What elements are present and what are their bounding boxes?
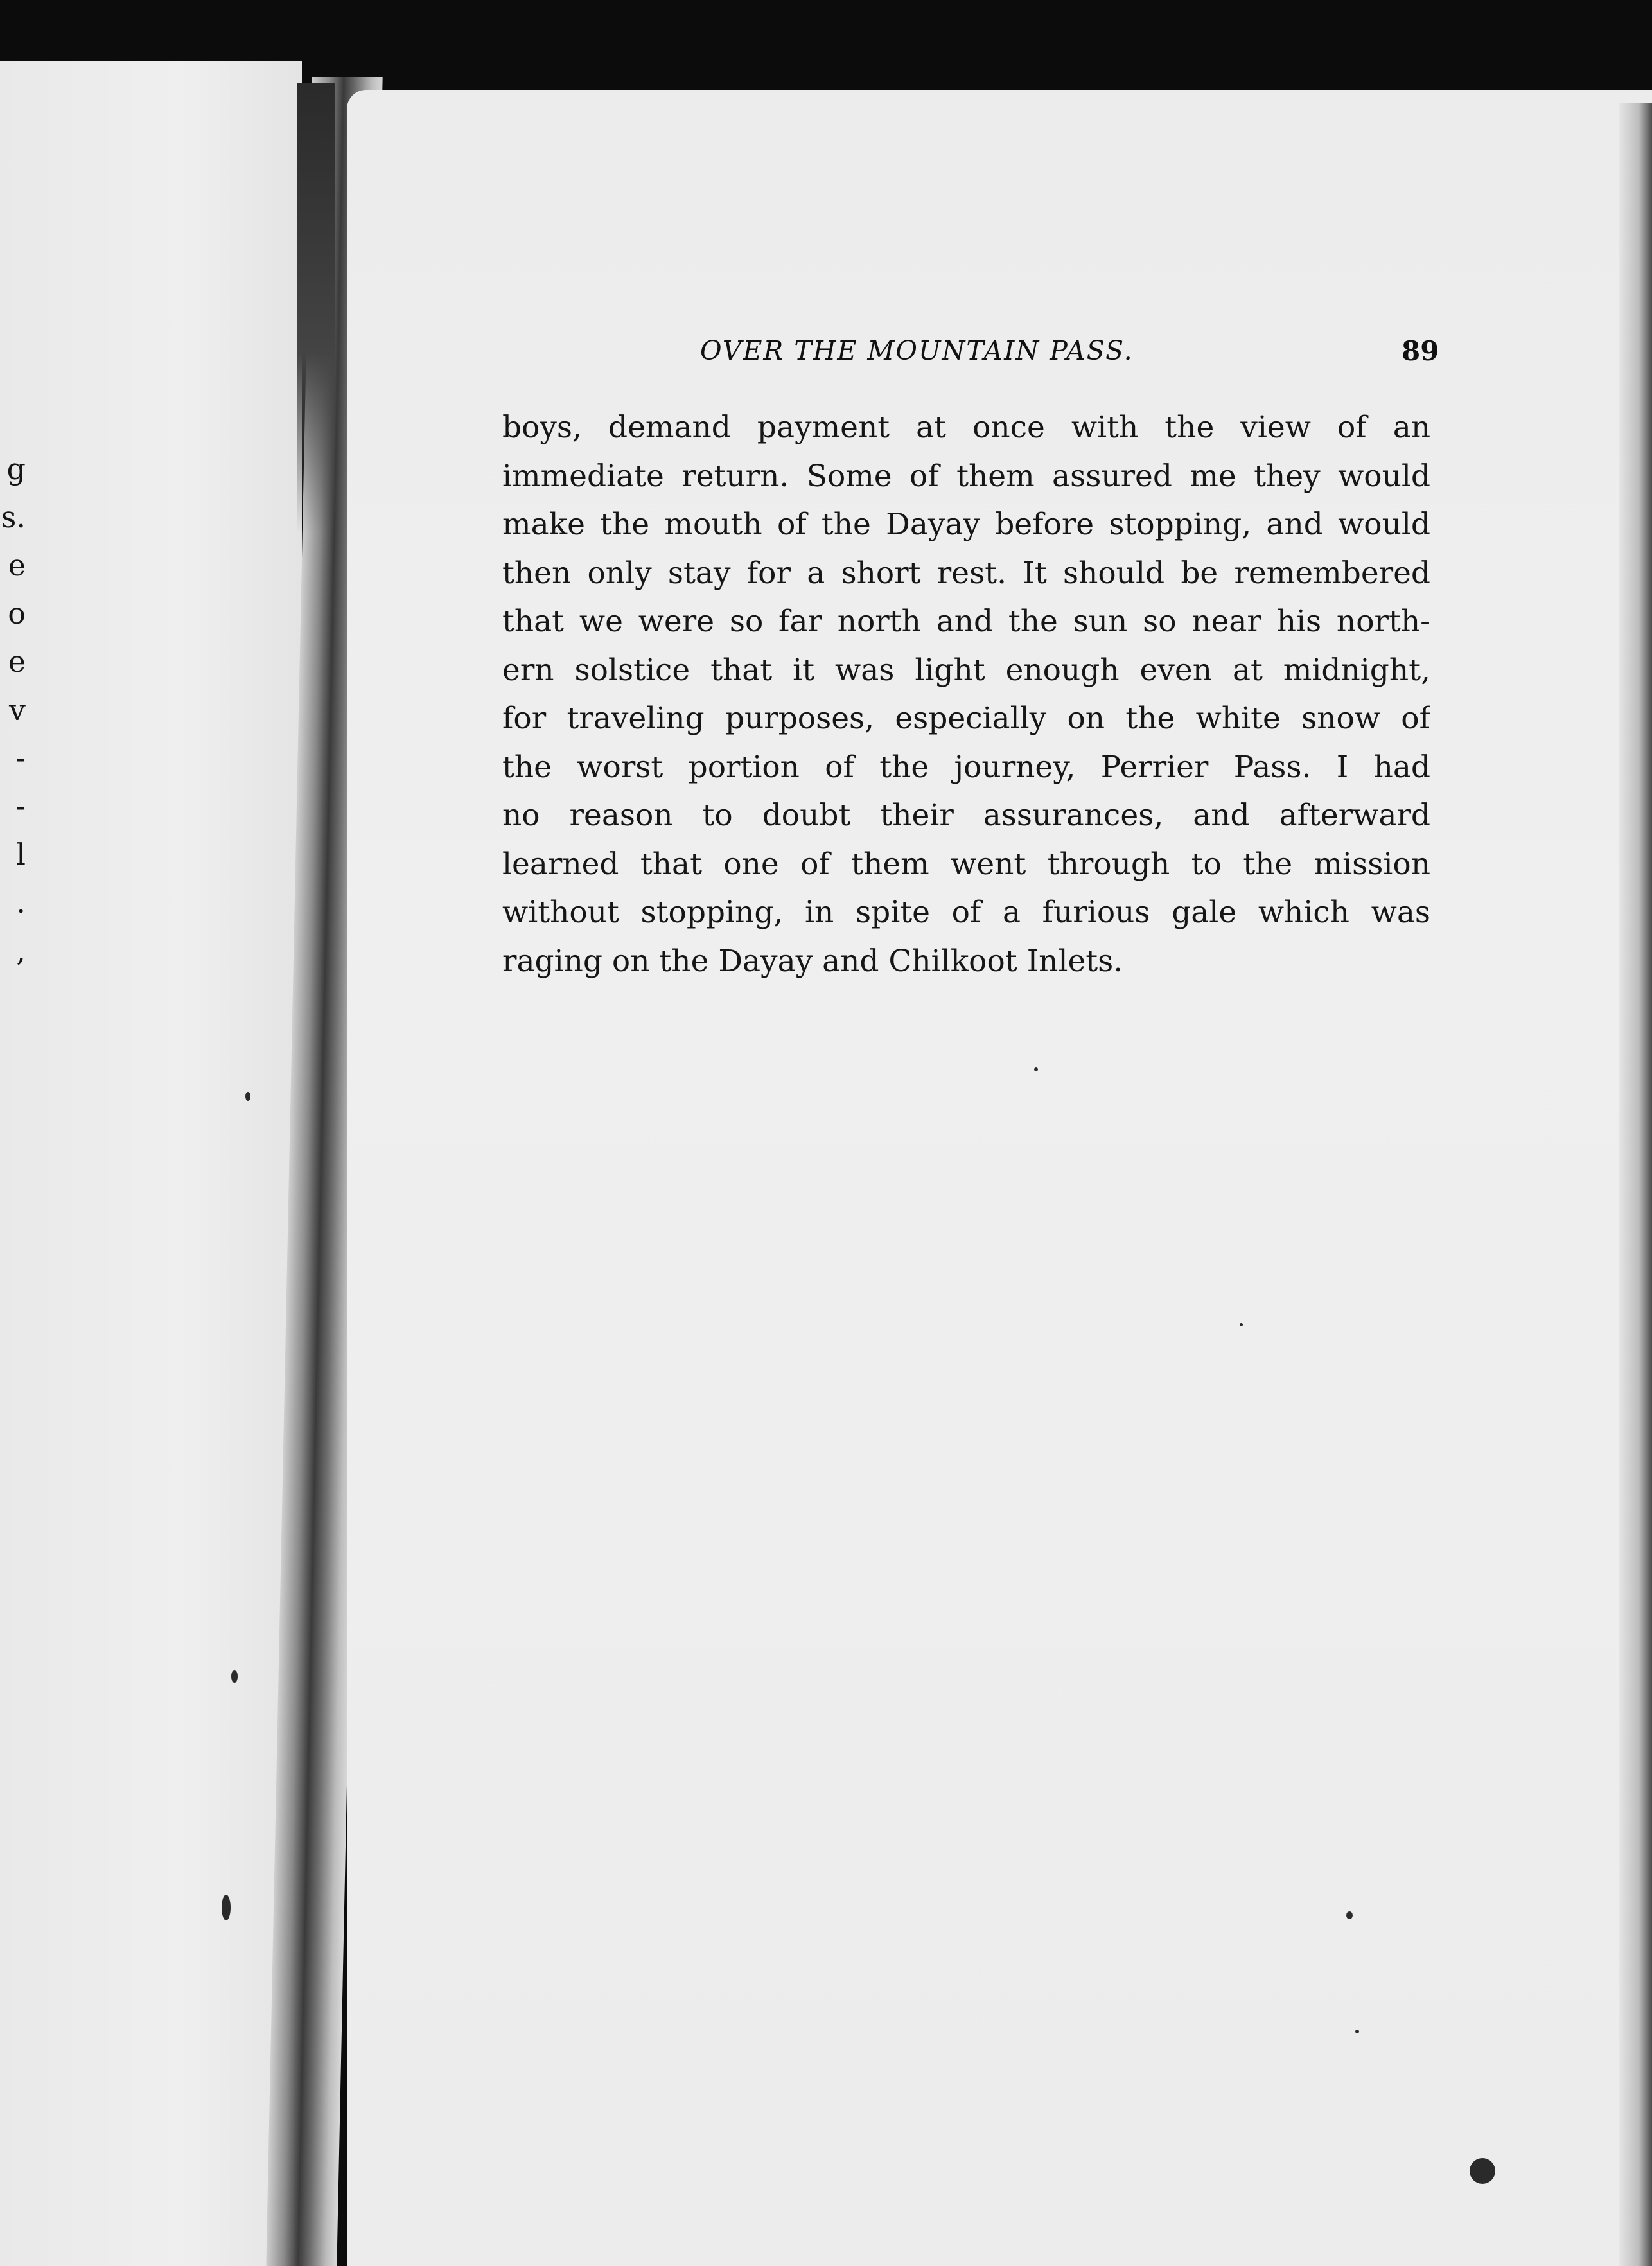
text-line: no reason to doubt their assurances, and afterward [502, 798, 1430, 833]
text-line: immediate return. Some of them assured me they would [502, 458, 1430, 494]
gutter-dark-band [297, 83, 335, 533]
line-ending: , [16, 933, 26, 968]
text-line: learned that one of them went through to the mission [502, 846, 1430, 882]
text-line: that we were so far north and the sun so near his north- [502, 604, 1430, 639]
text-line: then only stay for a short rest. It should be remembered [502, 555, 1430, 591]
scan-speck [1355, 2030, 1359, 2033]
page-edge-shadow [1619, 103, 1652, 2266]
line-ending: l [16, 837, 26, 872]
scan-speck [1470, 2158, 1495, 2184]
page-number: 89 [1402, 335, 1439, 367]
line-ending: g [6, 452, 26, 486]
scan-speck [245, 1092, 250, 1101]
body-paragraph [502, 403, 1430, 985]
text-line: without stopping, in spite of a furious gale which was [502, 895, 1430, 930]
text-line: raging on the Dayay and Chilkoot Inlets. [502, 943, 1123, 979]
line-ending: s. [1, 500, 26, 534]
text-line: boys, demand payment at once with the view of an [502, 410, 1430, 445]
scan-speck [222, 1895, 231, 1920]
text-line: ern solstice that it was light enough even at midnight, [502, 652, 1430, 688]
scan-speck [1034, 1067, 1038, 1071]
previous-page-line-endings [0, 445, 26, 975]
line-ending: . [16, 885, 26, 920]
line-ending: - [15, 789, 26, 823]
line-ending: - [15, 741, 26, 775]
line-ending: o [8, 596, 26, 631]
line-ending: e [8, 548, 26, 583]
text-line: the worst portion of the journey, Perrier Pass. I had [502, 749, 1430, 785]
scan-speck [1346, 1911, 1353, 1919]
line-ending: v [9, 692, 26, 727]
scan-speck [231, 1670, 238, 1683]
text-line: for traveling purposes, especially on the white snow of [502, 701, 1430, 736]
previous-page [0, 61, 302, 2266]
scan-speck [1240, 1323, 1243, 1326]
line-ending: e [8, 644, 26, 679]
text-line: make the mouth of the Dayay before stopping, and would [502, 507, 1430, 542]
running-head-title: OVER THE MOUNTAIN PASS. [700, 335, 1134, 366]
